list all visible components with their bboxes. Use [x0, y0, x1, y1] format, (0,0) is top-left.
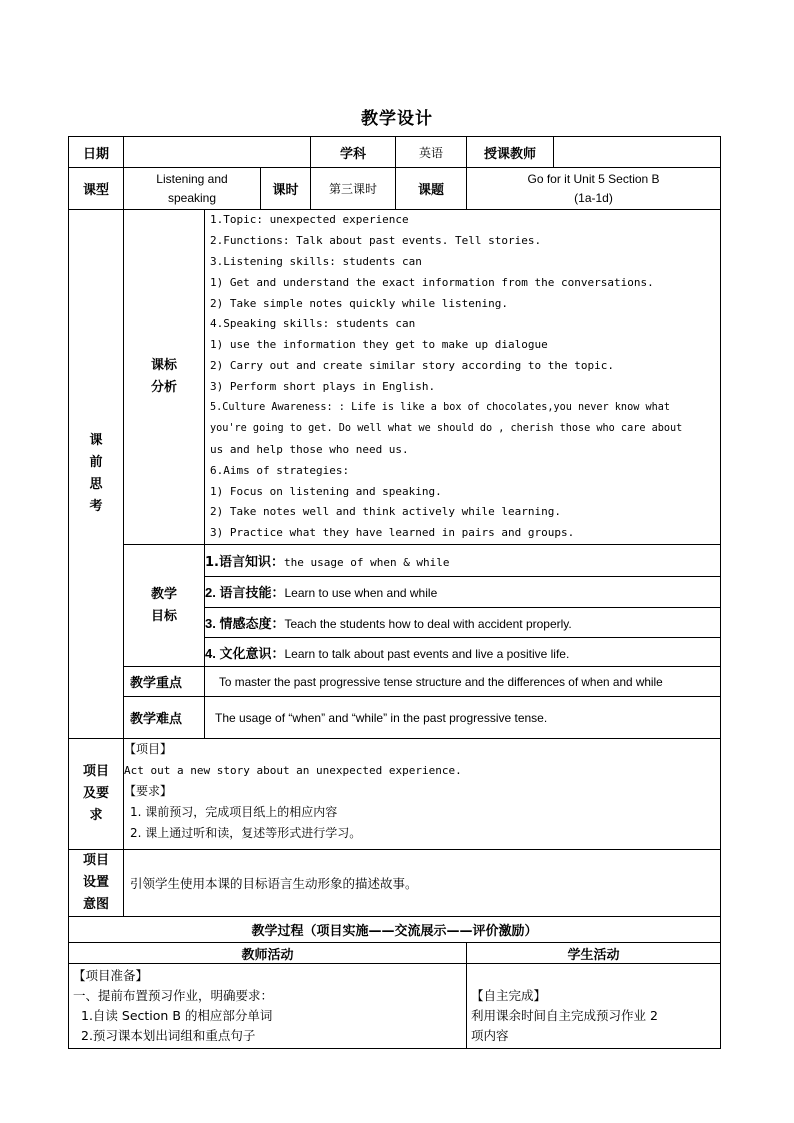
topic-value-line2: (1a-1d) — [574, 190, 613, 205]
row-intent — [69, 850, 721, 917]
standard-line: 2) Carry out and create similar story according to the topic. — [210, 359, 614, 373]
teacher-value — [554, 137, 721, 168]
topic-value — [467, 168, 721, 210]
standard-line: you're going to get. Do well what we should do , cherish those who care about — [210, 422, 683, 434]
type-label: 课型 — [69, 168, 124, 210]
standard-content — [205, 210, 721, 545]
standard-line: 2) Take notes well and think actively while learning. — [210, 505, 561, 519]
intent-label: 项目 设置 意图 — [69, 850, 124, 917]
row-activities — [69, 964, 721, 1049]
project-content — [124, 739, 721, 850]
key-value: To master the past progressive tense structure and the differences of when and while — [205, 667, 721, 697]
standard-line: 1) use the information they get to make up dialogue — [210, 338, 548, 352]
project-heading: 【项目】 — [124, 742, 173, 757]
teacher-activity-header: 教师活动 — [69, 943, 467, 964]
type-value-line1: Listening and — [156, 171, 228, 186]
requirement-item: 1. 课前预习，完成项目纸上的相应内容 — [130, 805, 338, 820]
goal-item: 3. 情感态度：Teach the students how to deal with accident properly. — [205, 607, 720, 637]
requirement-heading: 【要求】 — [124, 784, 173, 799]
student-activity: 【自主完成】 利用课余时间自主完成预习作业 2 项内容 — [467, 964, 721, 1049]
type-value — [124, 168, 261, 210]
process-title: 教学过程（项目实施——交流展示——评价激励） — [69, 917, 721, 943]
standard-line: 1) Focus on listening and speaking. — [210, 484, 442, 498]
row-standard — [69, 210, 721, 545]
standard-line: 3) Practice what they have learned in pairs and groups. — [210, 526, 575, 540]
difficult-label: 教学难点 — [124, 697, 205, 739]
subject-label: 学科 — [311, 137, 396, 168]
standard-line: us and help those who need us. — [210, 442, 409, 456]
row-goals — [69, 545, 721, 667]
prep-label: 课 前 思 考 — [69, 210, 124, 739]
teacher-activity: 【项目准备】 一、提前布置预习作业，明确要求： 1.自读 Section B 的相应部分单词 2.预习课本划出词组和重点句子 — [69, 964, 467, 1049]
row-difficult — [69, 697, 721, 739]
standard-line: 3.Listening skills: students can — [210, 254, 422, 268]
standard-line: 2) Take simple notes quickly while listening. — [210, 296, 509, 310]
date-label: 日期 — [69, 137, 124, 168]
standard-line: 4.Speaking skills: students can — [210, 317, 416, 331]
topic-value-line1: Go for it Unit 5 Section B — [527, 171, 660, 186]
student-activity-header: 学生活动 — [467, 943, 721, 964]
goal-item: 1.语言知识：the usage of when & while — [205, 545, 720, 576]
lesson-plan-table — [68, 136, 721, 1049]
row-project — [69, 739, 721, 850]
row-type — [69, 168, 721, 210]
row-key — [69, 667, 721, 697]
goals-content — [205, 545, 721, 667]
project-label: 项目 及要 求 — [69, 739, 124, 850]
standard-line: 6.Aims of strategies: — [210, 463, 350, 477]
project-text: Act out a new story about an unexpected experience. — [124, 764, 462, 778]
period-label: 课时 — [261, 168, 311, 210]
standard-label: 课标 分析 — [124, 210, 205, 545]
goals-label: 教学 目标 — [124, 545, 205, 667]
goal-item: 2. 语言技能：Learn to use when and while — [205, 576, 720, 607]
type-value-line2: speaking — [167, 190, 217, 205]
intent-text: 引领学生使用本课的目标语言生动形象的描述故事。 — [124, 850, 721, 917]
standard-line: 5.Culture Awareness: : Life is like a box of chocolates,you never know what — [210, 402, 671, 414]
difficult-value: The usage of “when” and “while” in the past progressive tense. — [205, 697, 721, 739]
standard-line: 3) Perform short plays in English. — [210, 380, 436, 394]
row-date — [69, 137, 721, 168]
standard-line: 2.Functions: Talk about past events. Tell stories. — [210, 233, 542, 247]
key-label: 教学重点 — [124, 667, 205, 697]
goal-item: 4. 文化意识：Learn to talk about past events and live a positive life. — [205, 645, 570, 661]
requirement-item: 2. 课上通过听和读，复述等形式进行学习。 — [130, 826, 362, 841]
date-value — [124, 137, 311, 168]
period-value: 第三课时 — [311, 168, 396, 210]
subject-value: 英语 — [396, 137, 467, 168]
row-process-title — [69, 917, 721, 943]
goals-list — [205, 545, 720, 666]
teacher-label: 授课教师 — [467, 137, 554, 168]
topic-label: 课题 — [396, 168, 467, 210]
standard-line: 1) Get and understand the exact information from the conversations. — [210, 275, 654, 289]
row-activity-headers — [69, 943, 721, 964]
page-title: 教学设计 — [361, 109, 433, 129]
standard-line: 1.Topic: unexpected experience — [210, 213, 409, 226]
